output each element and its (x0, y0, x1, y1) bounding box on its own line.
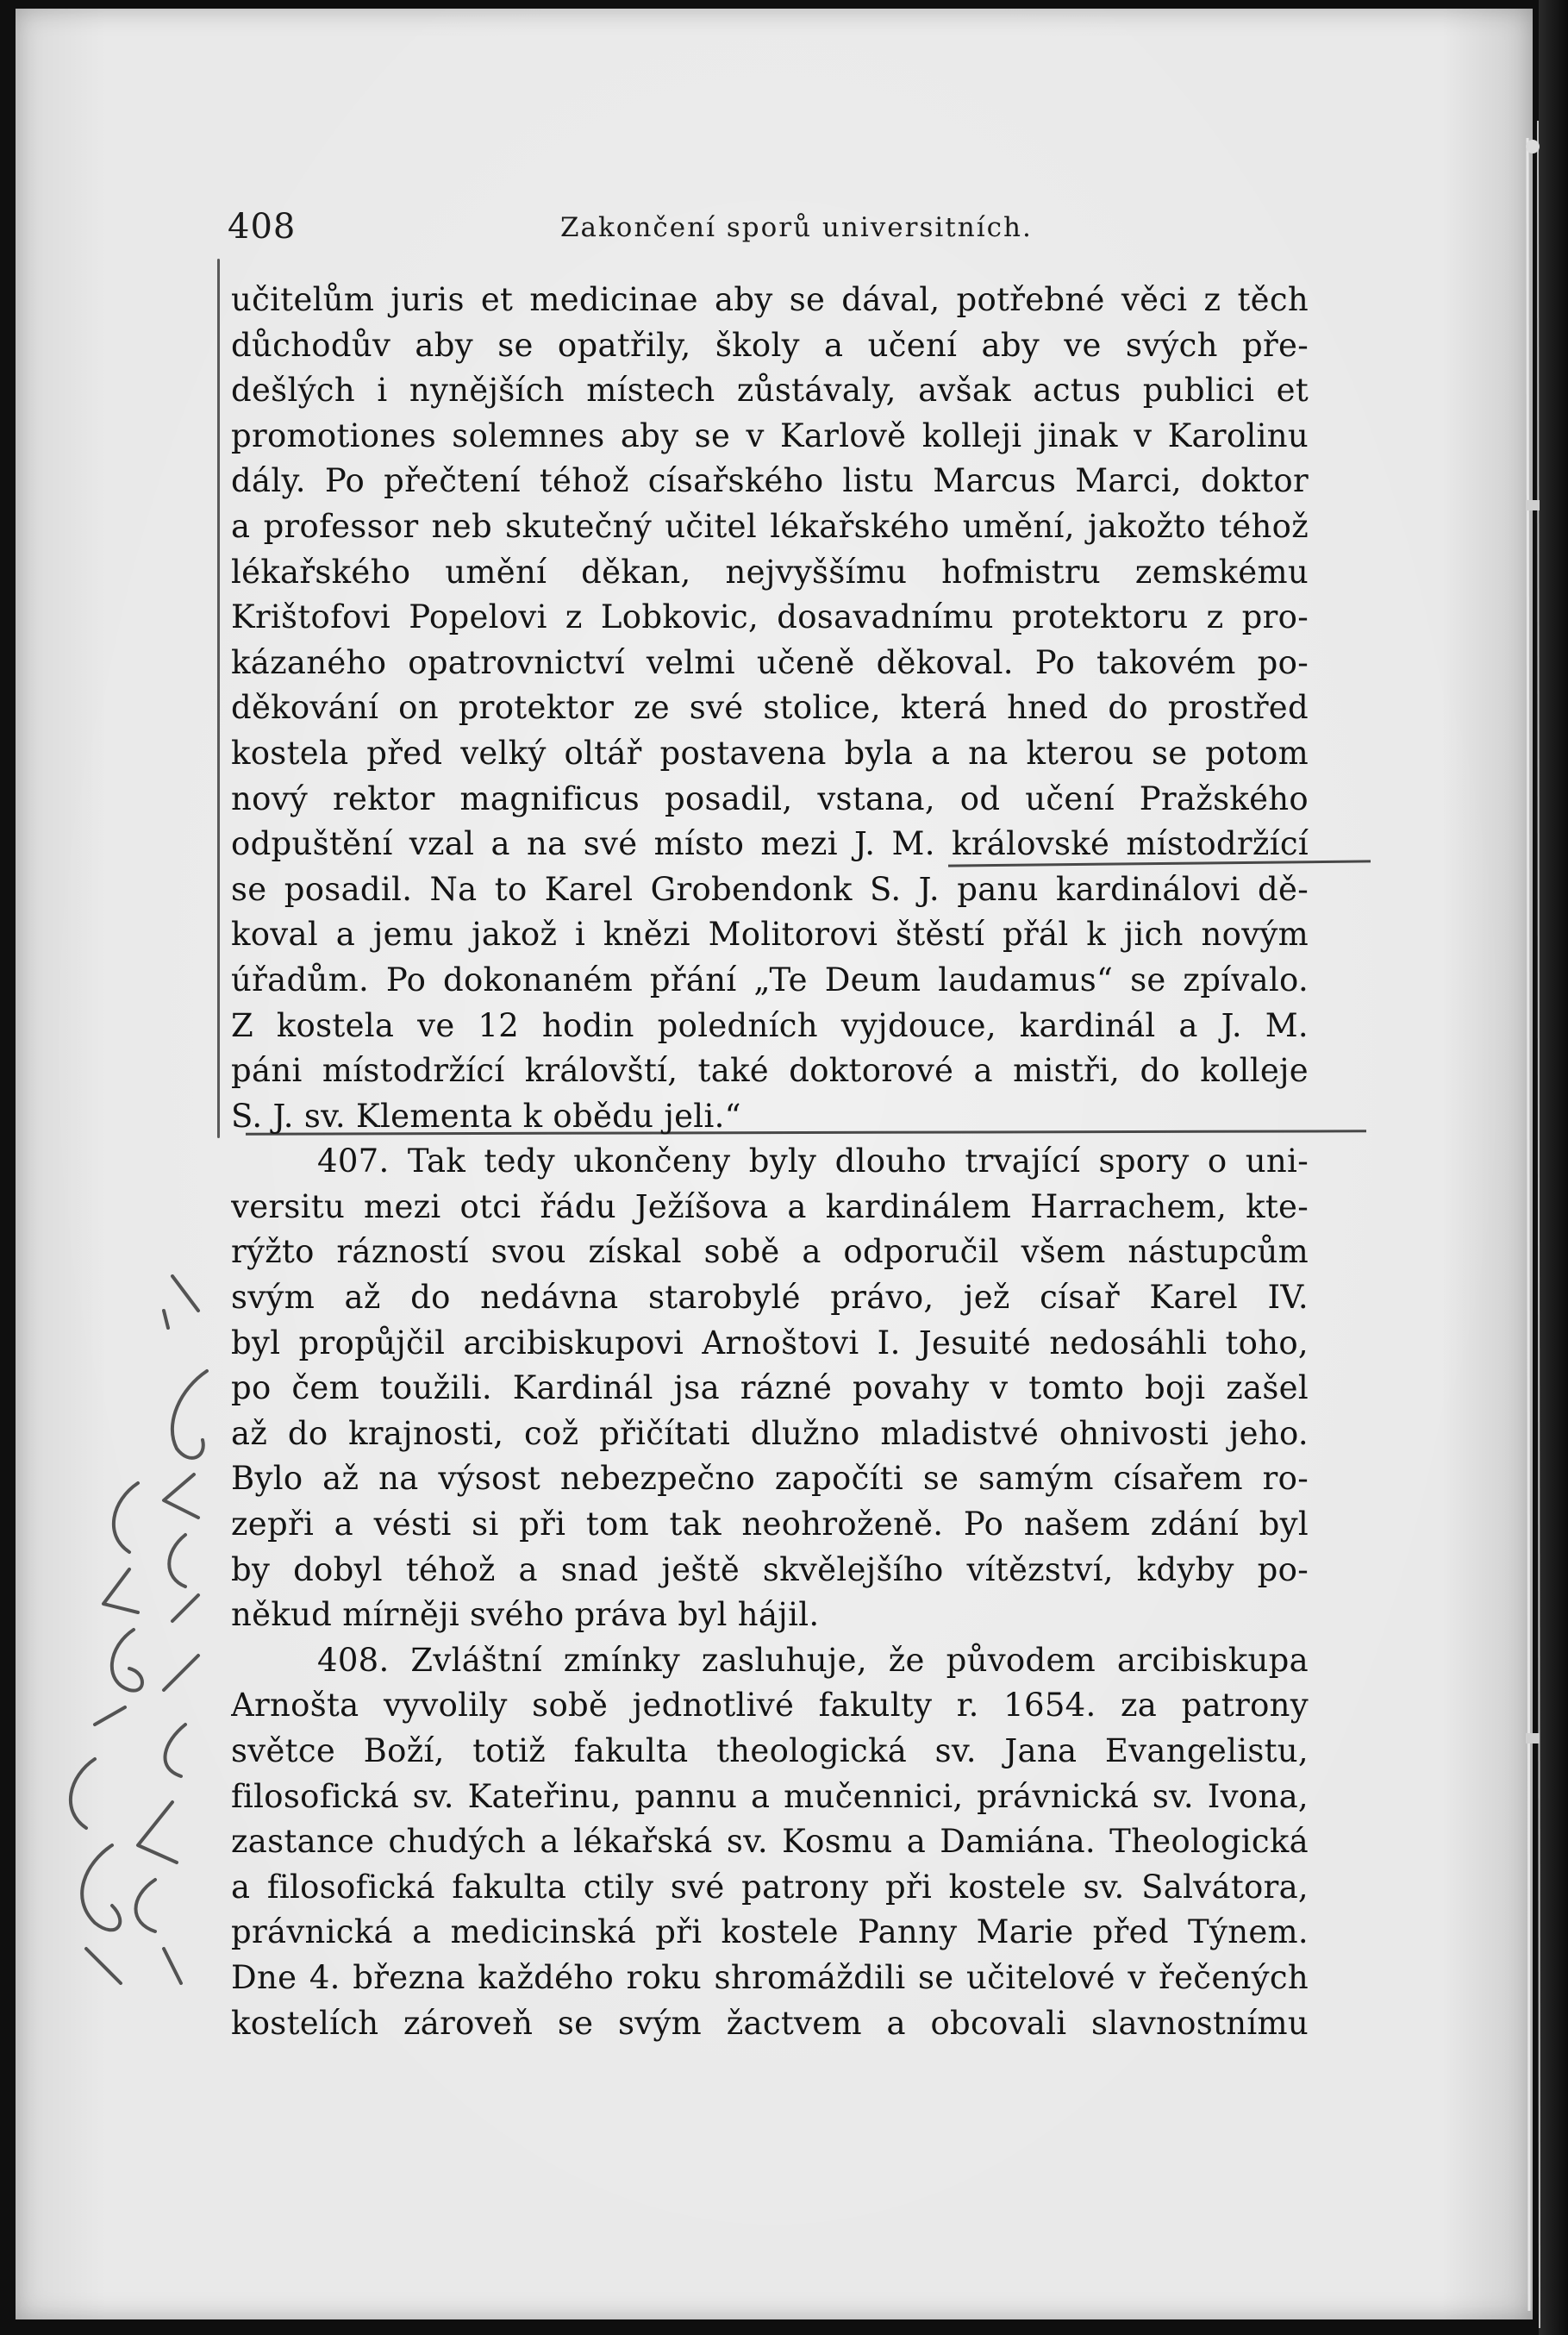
page-header (216, 207, 1310, 259)
text-line: byl propůjčil arcibiskupovi Arnoštovi I. Jesuité nedosáhli toho, (231, 1324, 1309, 1362)
text-line: úřadům. Po dokonaném přání „Te Deum laudamus“ se zpívalo. (231, 961, 1309, 998)
page-edge-marker (1517, 121, 1552, 2328)
body-text (231, 278, 1309, 2046)
text-line: Krištofovi Popelovi z Lobkovic, dosavadnímu protektoru z pro- (231, 598, 1309, 636)
text-line: a filosofická fakulta ctily své patrony při kostele sv. Salvátora, (231, 1868, 1309, 1906)
text-line: Dne 4. března každého roku shromáždili se učitelové v řečených (231, 1958, 1309, 1996)
text-line: se posadil. Na to Karel Grobendonk S. J. panu kardinálovi dě- (231, 870, 1309, 908)
text-line: učitelům juris et medicinae aby se dával, potřebné věci z těch (231, 281, 1309, 318)
text-line: lékařského umění děkan, nejvyššímu hofmistru zemskému (231, 553, 1309, 591)
text-line: nový rektor magnificus posadil, vstana, od učení Pražského (231, 779, 1309, 817)
text-line: svým až do nedávna starobylé právo, jež císař Karel IV. (231, 1279, 1309, 1317)
text-line: odpuštění vzal a na své místo mezi J. M. královské místodržící (231, 825, 1309, 863)
paragraph-start-407: 407. Tak tedy ukončeny byly dlouho trvající spory o uni- (317, 1142, 1309, 1180)
text-line: filosofická sv. Kateřinu, pannu a mučennici, právnická sv. Ivona, (231, 1777, 1309, 1815)
handwritten-note-graphic (34, 1242, 233, 2018)
text-line: koval a jemu jakož i knězi Molitorovi štěstí přál k jich novým (231, 916, 1309, 954)
text-line: dešlých i nynějších místech zůstávaly, avšak actus publici et (231, 372, 1309, 410)
text-line: zepři a vésti si při tom tak neohroženě. Po našem zdání byl (231, 1506, 1309, 1543)
page-number: 408 (228, 207, 297, 247)
text-line: Arnošta vyvolily sobě jednotlivé fakulty r. 1654. za patrony (231, 1687, 1309, 1725)
text-line: světce Boží, totiž fakulta theologická sv. Jana Evangelistu, (231, 1732, 1309, 1769)
text-line: až do krajnosti, což přičítati dlužno mladistvé ohnivosti jeho. (231, 1414, 1309, 1452)
paragraph-start-408: 408. Zvláštní zmínky zasluhuje, že původem arcibiskupa (317, 1641, 1309, 1679)
text-line: S. J. sv. Klementa k obědu jeli.“ (231, 1097, 741, 1135)
page-edge-marker-graphic (1517, 121, 1552, 2328)
text-line: Z kostela ve 12 hodin poledních vyjdouce, kardinál a J. M. (231, 1006, 1309, 1044)
text-line: kázaného opatrovnictví velmi učeně děkoval. Po takovém po- (231, 643, 1309, 681)
text-line: Bylo až na výsost nebezpečno započíti se samým císařem ro- (231, 1460, 1309, 1498)
handwritten-margin-note (34, 1242, 233, 2018)
text-line: dály. Po přečtení téhož císařského listu Marcus Marci, doktor (231, 462, 1309, 500)
text-line: někud mírněji svého práva byl hájil. (231, 1596, 820, 1634)
text-line: by dobyl téhož a snad ještě skvělejšího vítězství, kdyby po- (231, 1550, 1309, 1588)
running-title: Zakončení sporů universitních. (560, 212, 1033, 243)
text-line: kostelích zároveň se svým žactvem a obcovali slavnostnímu (231, 2004, 1309, 2042)
text-line: děkování on protektor ze své stolice, která hned do prostřed (231, 689, 1309, 727)
text-line: páni místodržící královští, také doktorové a mistři, do kolleje (231, 1052, 1309, 1090)
text-line: a professor neb skutečný učitel lékařského umění, jakožto téhož (231, 507, 1309, 545)
text-line: zastance chudých a lékařská sv. Kosmu a Damiána. Theologická (231, 1823, 1309, 1861)
text-line: versitu mezi otci řádu Ježíšova a kardinálem Harrachem, kte- (231, 1187, 1309, 1225)
text-line: kostela před velký oltář postavena byla a na kterou se potom (231, 734, 1309, 772)
text-line: důchodův aby se opatřily, školy a učení aby ve svých pře- (231, 326, 1309, 364)
text-line: po čem toužili. Kardinál jsa rázné povahy v tomto boji zašel (231, 1369, 1309, 1407)
text-line: promotiones solemnes aby se v Karlově kolleji jinak v Karolinu (231, 416, 1309, 454)
text-line: rýžto rázností svou získal sobě a odporučil všem nástupcům (231, 1233, 1309, 1271)
text-line: právnická a medicinská při kostele Panny Marie před Týnem. (231, 1913, 1309, 1951)
margin-pencil-line (217, 259, 220, 1138)
